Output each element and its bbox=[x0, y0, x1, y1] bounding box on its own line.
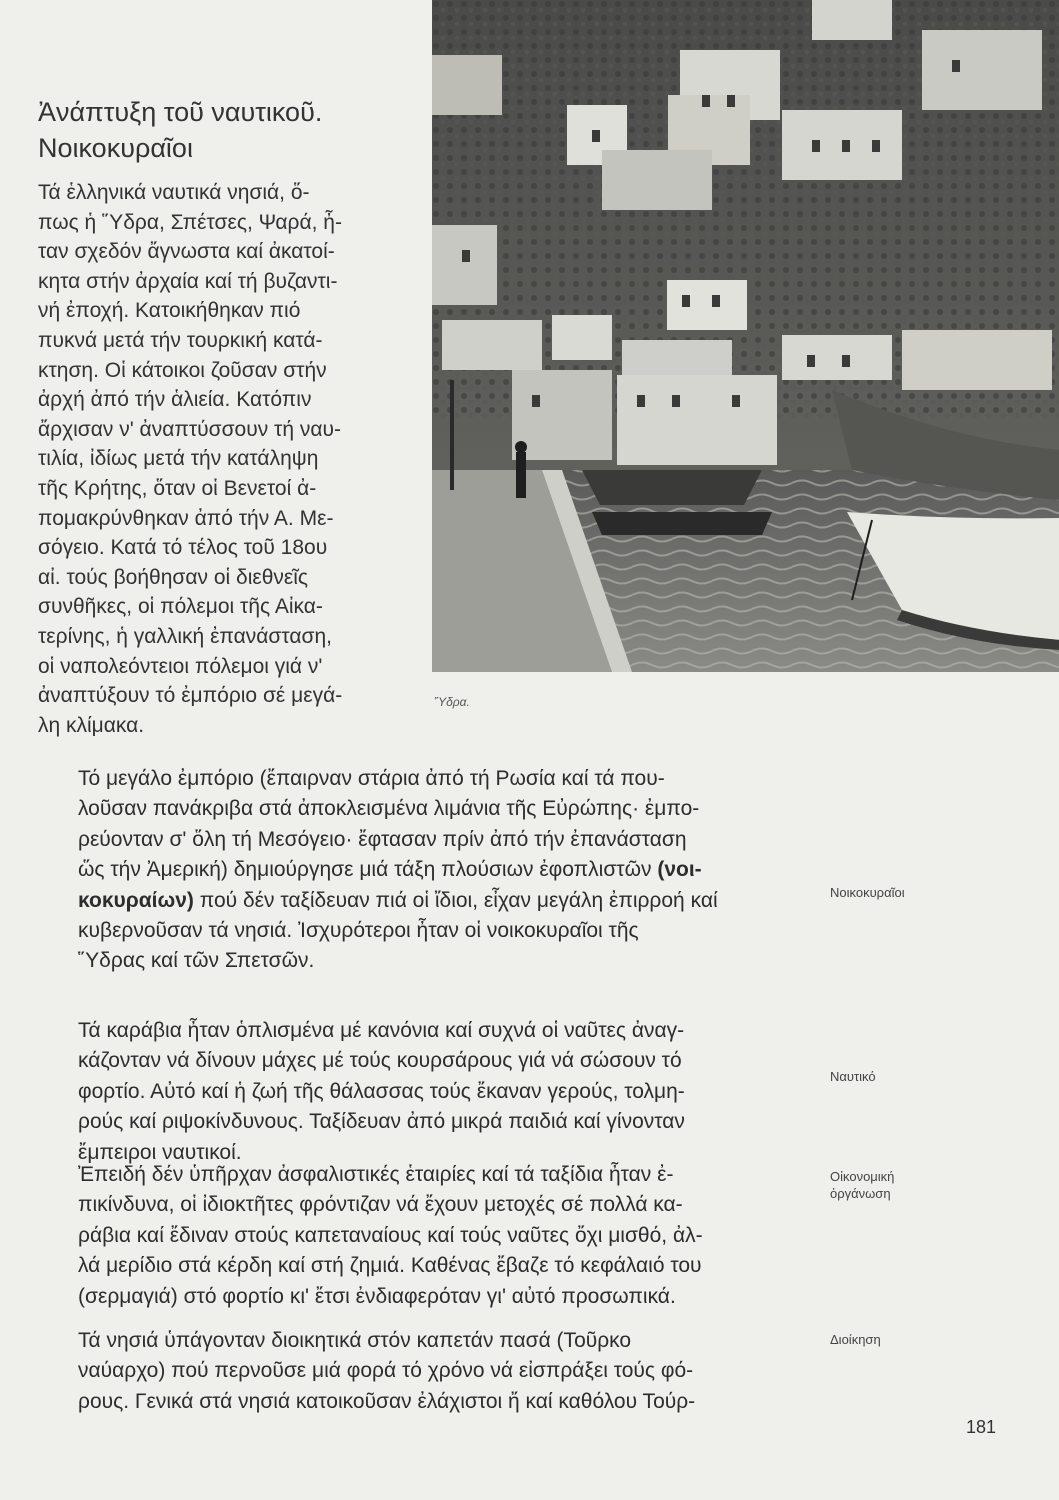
intro-line: ἀρχή ἀπό τήν ἁλιεία. Κατόπιν bbox=[38, 388, 312, 412]
intro-line: νή ἐποχή. Κατοικήθηκαν πιό bbox=[38, 299, 301, 323]
text-line: ρους. Γενικά στά νησιά κατοικοῦσαν ἐλάχιστοι ἤ καί καθόλου Τούρ- bbox=[78, 1389, 696, 1413]
text-line: λά μερίδιο στά κέρδη καί στή ζημιά. Καθένας ἔβαζε τό κεφάλαιό του bbox=[78, 1254, 702, 1278]
intro-line: σόγειο. Κατά τό τέλος τοῦ 18ου bbox=[38, 536, 328, 560]
intro-line: οἱ ναπολεόντειοι πόλεμοι γιά ν' bbox=[38, 654, 323, 678]
intro-line: πομακρύνθηκαν ἀπό τήν Α. Με- bbox=[38, 506, 334, 530]
text-line: ἔμπειροι ναυτικοί. bbox=[78, 1140, 242, 1164]
text-segment: πού δέν ταξίδευαν πιά οἱ ἴδιοι, εἶχαν μεγάλη ἐπιρροή καί bbox=[193, 888, 718, 912]
text-line: ρεύονταν σ' ὅλη τή Μεσόγειο· ἔφτασαν πρίν ἀπό τήν ἐπανάσταση bbox=[78, 827, 687, 851]
paragraph-economy bbox=[78, 1160, 818, 1312]
margin-note-economic-organization bbox=[830, 1168, 894, 1202]
text-line: Ἐπειδή δέν ὑπῆρχαν ἀσφαλιστικές ἑταιρίες καί τά ταξίδια ἦταν ἐ- bbox=[78, 1163, 674, 1186]
paragraph-administration bbox=[78, 1326, 818, 1417]
intro-line: ἄρχισαν ν' ἀναπτύσσουν τή ναυ- bbox=[38, 417, 341, 441]
margin-note-line: Οἰκονομική bbox=[830, 1169, 895, 1184]
intro-line: Τά ἑλληνικά ναυτικά νησιά, ὅ- bbox=[38, 181, 310, 204]
text-line: κάζονταν νά δίνουν μάχες μέ τούς κουρσάρους γιά νά σώσουν τό bbox=[78, 1049, 682, 1073]
text-line: ράβια καί ἔδιναν στούς καπεταναίους καί τούς ναῦτες ὄχι μισθό, ἀλ- bbox=[78, 1223, 703, 1247]
margin-note-nautiko: Ναυτικό bbox=[830, 1069, 876, 1084]
text-line: Ὕδρας καί τῶν Σπετσῶν. bbox=[78, 949, 315, 973]
bold-term-part-2: κοκυραίων) bbox=[78, 888, 194, 912]
text-line bbox=[78, 886, 818, 916]
text-line: ναύαρχο) πού περνοῦσε μιά φορά τό χρόνο νά εἰσπράξει τούς φό- bbox=[78, 1359, 694, 1383]
text-line: (σερμαγιά) στό φορτίο κι' ἔτσι ἐνδιαφερόταν γι' αὐτό προσωπικά. bbox=[78, 1284, 676, 1308]
photo-caption: Ὕδρα. bbox=[434, 695, 470, 709]
text-line: Τό μεγάλο ἐμπόριο (ἔπαιρναν στάρια ἀπό τή Ρωσία καί τά που- bbox=[78, 767, 665, 790]
heading-line-2: Νοικοκυραῖοι bbox=[38, 133, 193, 163]
intro-line: ἀναπτύξουν τό ἐμπόριο σέ μεγά- bbox=[38, 684, 343, 708]
text-line: Τά καράβια ἦταν ὁπλισμένα μέ κανόνια καί συχνά οἱ ναῦτες ἀναγ- bbox=[78, 1019, 685, 1042]
intro-paragraph bbox=[38, 178, 438, 740]
text-line: πικίνδυνα, οἱ ἰδιοκτῆτες φρόντιζαν νά ἔχουν μετοχές σέ πολλά κα- bbox=[78, 1193, 683, 1217]
intro-line: αἰ. τούς βοήθησαν οἱ διεθνεῖς bbox=[38, 565, 309, 589]
intro-line: τιλία, ἰδίως μετά τήν κατάληψη bbox=[38, 447, 319, 471]
intro-line: ταν σχεδόν ἄγνωστα καί ἀκατοί- bbox=[38, 240, 335, 264]
text-segment: ὥς τήν Ἀμερική) δημιούργησε μιά τάξη πλούσιων ἐφοπλιστῶν bbox=[78, 858, 658, 882]
intro-line: κητα στήν ἀρχαία καί τή βυζαντι- bbox=[38, 269, 338, 293]
text-line: ρούς καί ριψοκίνδυνους. Ταξίδευαν ἀπό μικρά παιδιά καί γίνονταν bbox=[78, 1110, 685, 1134]
margin-note-administration: Διοίκηση bbox=[830, 1332, 881, 1347]
bold-term-part-1: (νοι- bbox=[657, 858, 702, 882]
intro-line: πως ἡ Ὕδρα, Σπέτσες, Ψαρά, ἦ- bbox=[38, 210, 342, 234]
margin-note-noikokyraioi: Νοικοκυραῖοι bbox=[830, 885, 905, 900]
intro-line: τερίνης, ἡ γαλλική ἐπανάσταση, bbox=[38, 624, 332, 648]
text-line: κυβερνοῦσαν τά νησιά. Ἰσχυρότεροι ἦταν οἱ νοικοκυραῖοι τῆς bbox=[78, 919, 639, 943]
margin-note-line: ὀργάνωση bbox=[830, 1186, 891, 1201]
text-line: Τά νησιά ὑπάγονταν διοικητικά στόν καπετάν πασά (Τοῦρκο bbox=[78, 1329, 632, 1352]
intro-line: τῆς Κρήτης, ὅταν οἱ Βενετοί ἀ- bbox=[38, 476, 317, 500]
paragraph-ships bbox=[78, 1016, 818, 1168]
text-line bbox=[78, 855, 818, 885]
intro-line: συνθῆκες, οἱ πόλεμοι τῆς Αἰκα- bbox=[38, 595, 323, 619]
section-heading bbox=[38, 94, 418, 166]
intro-line: πυκνά μετά τήν τουρκική κατά- bbox=[38, 328, 323, 352]
intro-line: κτηση. Οἱ κάτοικοι ζοῦσαν στήν bbox=[38, 358, 327, 382]
text-line: φορτίο. Αὐτό καί ἡ ζωή τῆς θάλασσας τούς ἔκαναν γερούς, τολμη- bbox=[78, 1079, 685, 1103]
heading-line-1: Ἀνάπτυξη τοῦ ναυτικοῦ. bbox=[38, 97, 323, 127]
intro-line: λη κλίμακα. bbox=[38, 713, 145, 737]
page-number: 181 bbox=[966, 1417, 997, 1437]
paragraph-trade bbox=[78, 764, 818, 977]
text-line: λοῦσαν πανάκριβα στά ἀποκλεισμένα λιμάνια τῆς Εὐρώπης· ἐμπο- bbox=[78, 797, 700, 821]
hydra-harbour-photo bbox=[432, 0, 1059, 672]
